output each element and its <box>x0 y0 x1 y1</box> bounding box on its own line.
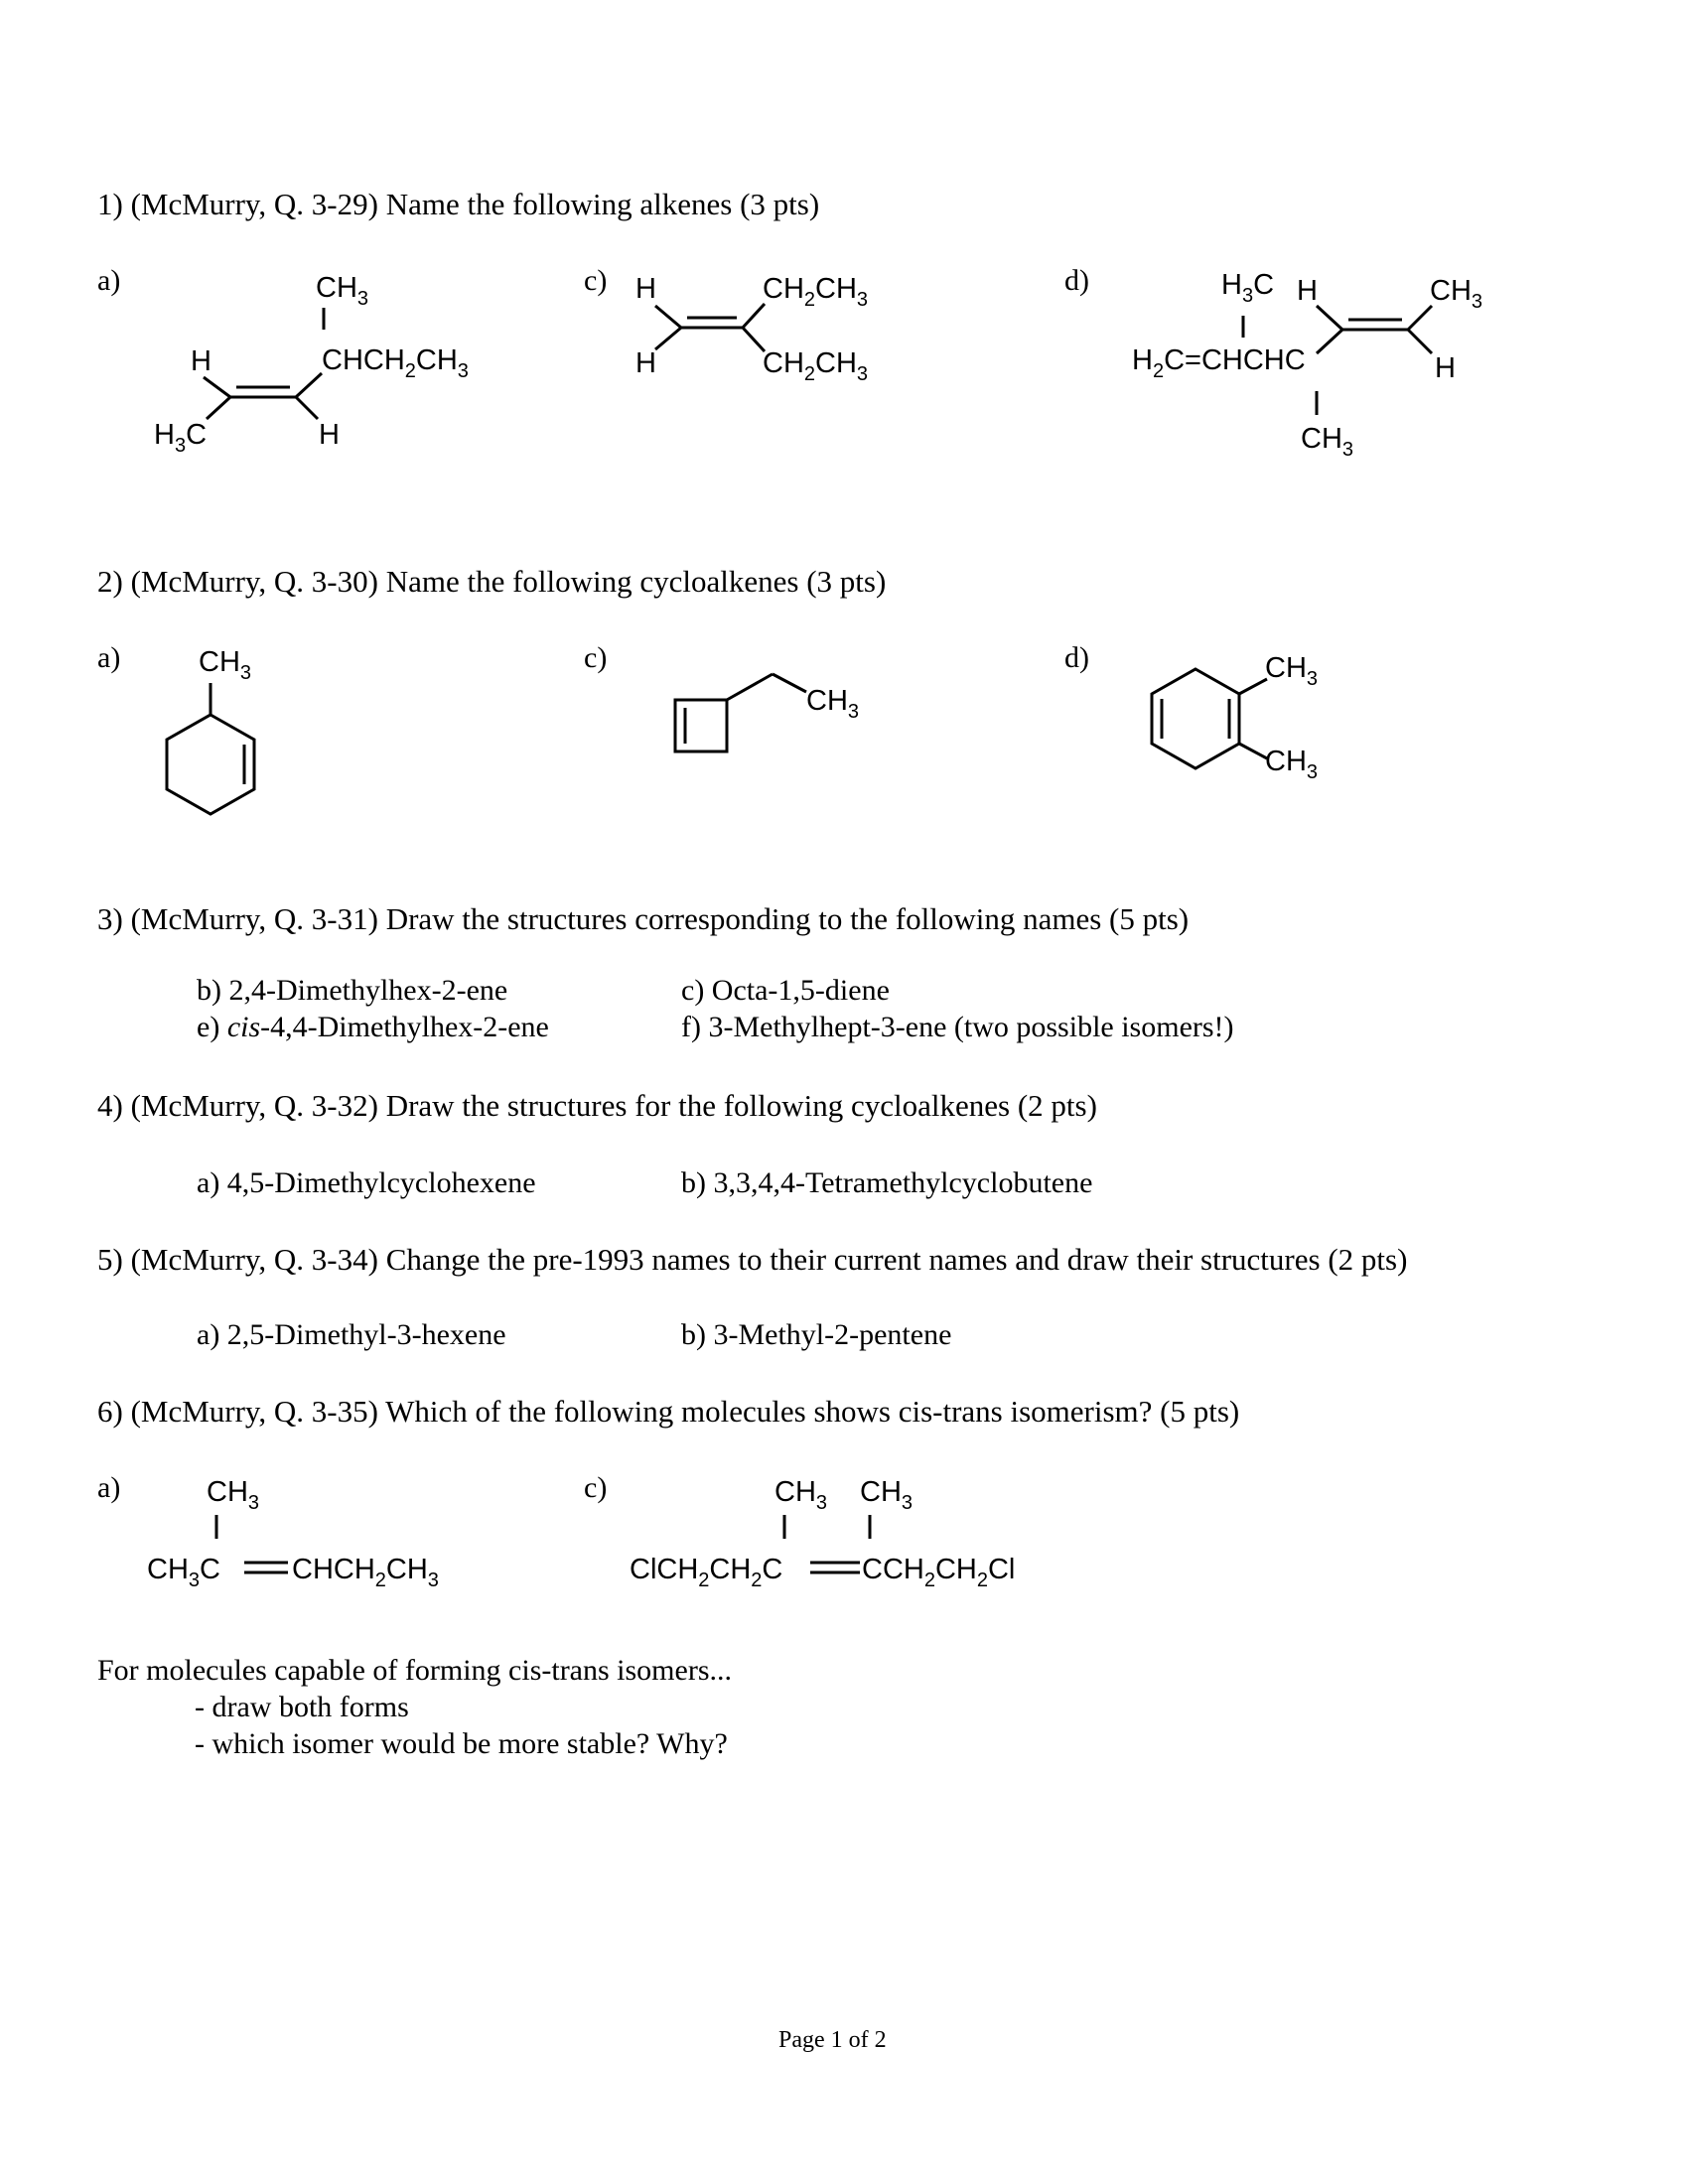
q3-item-e-rest: -4,4-Dimethylhex-2-ene <box>260 1011 549 1043</box>
1d-bond-chain <box>1317 330 1342 353</box>
q1-label-d: d) <box>1064 264 1089 297</box>
1a-h-left: H <box>191 345 211 377</box>
6c-left-chain: $ClCH_2CH_2C$ <box>630 1554 783 1591</box>
1d-bond-ch3 <box>1408 306 1432 330</box>
2d-bond-methyl-2 <box>1239 744 1267 758</box>
1a-bond-h <box>204 377 230 397</box>
instructions-bullet-1: - draw both forms <box>195 1691 409 1723</box>
q4-item-b: b) 3,3,4,4-Tetramethylcyclobutene <box>681 1166 1093 1199</box>
2c-ch3: $CH_3$ <box>806 685 860 723</box>
q3-item-b: b) 2,4-Dimethylhex-2-ene <box>197 974 508 1007</box>
2d-ch3-top: $CH_3$ <box>1265 652 1319 690</box>
1c-bond-h2 <box>655 328 681 349</box>
q2-label-c: c) <box>584 641 608 674</box>
2c-bond-2 <box>773 674 806 692</box>
6c-right-chain: $CCH_2CH_2Cl$ <box>862 1554 1016 1591</box>
1c-h-top: H <box>635 273 656 305</box>
q3-item-e <box>197 1013 549 1042</box>
q1-label-c: c) <box>584 264 608 297</box>
1a-h-bottom: H <box>319 419 340 451</box>
6a-chch2ch3: $CHCH_2CH_3$ <box>292 1554 439 1591</box>
q6-label-a: a) <box>97 1471 121 1504</box>
question-6: 6) (McMurry, Q. 3-35) Which of the following molecules shows cis-trans isomerism? (5 pts) <box>97 1394 1240 1429</box>
2a-ring <box>167 715 254 814</box>
structure-1d <box>1122 258 1539 486</box>
structure-1a <box>139 258 496 477</box>
1c-bond-down <box>743 328 765 351</box>
structure-1c <box>626 266 923 395</box>
2d-bond-methyl-1 <box>1239 679 1267 694</box>
structure-6a <box>139 1469 496 1608</box>
page-number: Page 1 of 2 <box>778 2027 887 2053</box>
6a-ch3-top: $CH_3$ <box>207 1476 260 1514</box>
1d-h3c: $H_3C$ <box>1221 269 1275 307</box>
1a-chch2ch3: $CHCH_2CH_3$ <box>322 344 469 382</box>
structure-2a <box>139 635 298 834</box>
q5-item-b: b) 3-Methyl-2-pentene <box>681 1318 952 1351</box>
q3-item-e-prefix: e) <box>197 1011 227 1043</box>
1c-ch2ch3-bottom: $CH_2CH_3$ <box>763 347 869 385</box>
q3-item-c: c) Octa-1,5-diene <box>681 974 890 1007</box>
6a-ch3c: $CH_3C$ <box>147 1554 220 1591</box>
1a-bond-h3c <box>207 397 230 419</box>
structure-2c <box>665 660 904 779</box>
1c-h-bottom: H <box>635 347 656 379</box>
2a-ch3: $CH_3$ <box>199 646 252 684</box>
1a-ch3-top: $CH_3$ <box>316 272 369 310</box>
question-3: 3) (McMurry, Q. 3-31) Draw the structures corresponding to the following names (5 pts) <box>97 901 1190 936</box>
1d-bond-h-right <box>1408 330 1432 353</box>
6c-ch3-right: $CH_3$ <box>860 1476 914 1514</box>
2c-bond-1 <box>727 674 773 700</box>
q2-label-d: d) <box>1064 641 1089 674</box>
q5-item-a: a) 2,5-Dimethyl-3-hexene <box>197 1318 506 1351</box>
question-4: 4) (McMurry, Q. 3-32) Draw the structures for the following cycloalkenes (2 pts) <box>97 1088 1097 1123</box>
structure-2d <box>1122 635 1360 794</box>
2c-ring <box>675 700 727 751</box>
q3-item-e-italic: cis <box>226 1011 261 1043</box>
1d-ch3-bottom: $CH_3$ <box>1301 423 1354 461</box>
1c-bond-up <box>743 304 765 328</box>
q2-label-a: a) <box>97 641 121 674</box>
1d-h-right: H <box>1435 352 1456 384</box>
1d-h2c-chain: $H_2C=CHCHC$ <box>1132 344 1306 382</box>
1d-ch3-right: $CH_3$ <box>1430 275 1483 313</box>
structure-6c <box>626 1469 1082 1608</box>
instructions-bullet-2: - which isomer would be more stable? Why? <box>195 1727 728 1760</box>
2d-ring <box>1152 669 1239 768</box>
question-5: 5) (McMurry, Q. 3-34) Change the pre-1993 names to their current names and draw their structures (2 pts) <box>97 1242 1408 1277</box>
instructions-intro: For molecules capable of forming cis-trans isomers... <box>97 1654 732 1687</box>
2d-ch3-bottom: $CH_3$ <box>1265 746 1319 783</box>
6c-ch3-left: $CH_3$ <box>774 1476 828 1514</box>
q1-label-a: a) <box>97 264 121 297</box>
1d-bond-h <box>1317 306 1342 330</box>
1a-bond-up <box>296 373 322 397</box>
1d-h-top: H <box>1297 275 1318 307</box>
q6-label-c: c) <box>584 1471 608 1504</box>
1c-ch2ch3-top: $CH_2CH_3$ <box>763 273 869 311</box>
q3-item-f: f) 3-Methylhept-3-ene (two possible isomers!) <box>681 1011 1234 1043</box>
1a-h3c: $H_3C$ <box>154 419 208 457</box>
q4-item-a: a) 4,5-Dimethylcyclohexene <box>197 1166 536 1199</box>
1a-bond-h-right <box>296 397 318 419</box>
question-2: 2) (McMurry, Q. 3-30) Name the following cycloalkenes (3 pts) <box>97 564 887 599</box>
1c-bond-h1 <box>655 306 681 328</box>
question-1: 1) (McMurry, Q. 3-29) Name the following alkenes (3 pts) <box>97 187 820 221</box>
